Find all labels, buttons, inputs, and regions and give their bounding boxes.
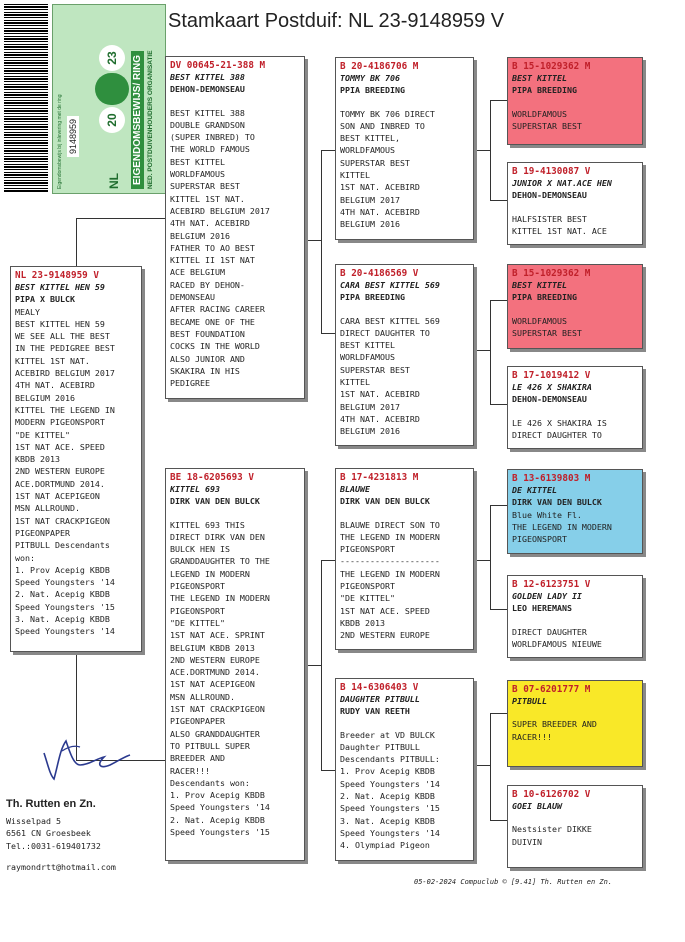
pigeon-note-line: BREEDER AND: [170, 753, 225, 764]
pigeon-note-line: 1ST NAT ACE. SPRINT: [170, 630, 265, 641]
certificate-ring-number: 9148959: [67, 116, 79, 157]
pigeon-name: PITBULL: [512, 696, 547, 706]
pigeon-notes: [512, 108, 638, 133]
certificate-year-left: 20: [99, 107, 125, 133]
ring-certificate: [52, 4, 166, 194]
pigeon-note-line: RACED BY DEHON-: [170, 279, 245, 290]
npo-logo-icon: [95, 73, 129, 105]
pigeon-note-line: PITBULL Descendants: [15, 540, 110, 551]
pigeon-note-line: Speed Youngsters '14: [340, 827, 440, 838]
pigeon-note-line: BELGIUM 2016: [340, 426, 400, 437]
pigeon-card-subject: [10, 266, 142, 652]
pigeon-note-line: 2ND WESTERN EUROPE: [340, 630, 430, 641]
pigeon-note-line: 2. Nat. Acepig KBDB: [340, 791, 435, 802]
pigeon-ring: BE 18-6205693 V: [170, 472, 254, 483]
pigeon-note-line: SUPERSTAR BEST: [340, 364, 410, 375]
connector: [321, 150, 335, 151]
pigeon-note-line: MSN ALLROUND.: [170, 691, 235, 702]
pigeon-note-line: THE LEGEND IN MODERN: [340, 568, 440, 579]
pigeon-card-gen3: [507, 264, 643, 349]
pigeon-note-line: KITTEL THE LEGEND IN: [15, 404, 115, 415]
pigeon-owner: PIPA BREEDING: [512, 292, 577, 303]
pigeon-ring: B 17-4231813 M: [340, 472, 419, 483]
pigeon-note-line: KBDB 2013: [340, 617, 385, 628]
pigeon-name: DE KITTEL: [512, 485, 557, 495]
pigeon-card-gen2: [335, 468, 474, 650]
pigeon-notes: [512, 823, 638, 848]
pigeon-note-line: MEALY: [15, 306, 40, 317]
pigeon-note-line: PIGEONSPORT: [512, 534, 567, 545]
pigeon-note-line: DEMONSEAU: [170, 292, 215, 303]
pigeon-notes: [512, 509, 638, 546]
pigeon-card-gen3: [507, 366, 643, 449]
pigeon-note-line: 1ST NAT. ACEBIRD: [340, 389, 420, 400]
pigeon-name: BEST KITTEL: [512, 73, 567, 83]
pigeon-note-line: ACE.DORTMUND 2014.: [15, 478, 105, 489]
pigeon-note-line: 1ST NAT ACE. SPEED: [340, 605, 430, 616]
pigeon-note-line: Speed Youngsters '14: [15, 577, 115, 588]
page-title: Stamkaart Postduif: NL 23-9148959 V: [168, 10, 505, 32]
connector: [490, 609, 507, 610]
pigeon-ring: B 12-6123751 V: [512, 579, 591, 590]
pigeon-ring: NL 23-9148959 V: [15, 270, 99, 281]
pigeon-note-line: KBDB 2013: [15, 454, 60, 465]
pigeon-note-line: "DE KITTEL": [170, 617, 225, 628]
pigeon-note-line: BULCK HEN IS: [170, 544, 230, 555]
pigeon-note-line: ACEBIRD BELGIUM 2017: [15, 368, 115, 379]
pigeon-owner: RUDY VAN REETH: [340, 706, 410, 717]
pigeon-ring: B 15-1029362 M: [512, 61, 591, 72]
pigeon-note-line: BECAME ONE OF THE: [170, 316, 255, 327]
connector: [305, 665, 321, 666]
breeder-address: [6, 798, 101, 852]
connector: [490, 100, 491, 200]
pigeon-name: GOEI BLAUW: [512, 801, 562, 811]
pigeon-note-line: WORLDFAMOUS NIEUWE: [512, 638, 602, 649]
pigeon-note-line: THE LEGEND IN MODERN: [340, 531, 440, 542]
pigeon-note-line: KITTEL 1ST NAT.: [15, 355, 90, 366]
connector: [490, 820, 507, 821]
certificate-country: NL: [107, 173, 121, 189]
pigeon-note-line: KITTEL II 1ST NAT: [170, 255, 255, 266]
pigeon-note-line: THE LEGEND IN MODERN: [512, 521, 612, 532]
pigeon-note-line: DUIVIN: [512, 836, 542, 847]
pigeon-note-line: HALFSISTER BEST: [512, 213, 587, 224]
connector: [474, 150, 490, 151]
connector: [490, 200, 507, 201]
pigeon-notes: [15, 306, 137, 638]
connector: [321, 560, 335, 561]
connector: [76, 218, 165, 219]
pigeon-note-line: 4. Olympiad Pigeon: [340, 840, 430, 851]
pigeon-card-gen3: [507, 575, 643, 658]
pigeon-note-line: BEST KITTEL: [340, 340, 395, 351]
pigeon-note-line: BELGIUM KBDB 2013: [170, 642, 255, 653]
pigeon-note-line: BELGIUM 2017: [340, 401, 400, 412]
pigeon-note-line: ACEBIRD BELGIUM 2017: [170, 205, 270, 216]
pigeon-note-line: DOUBLE GRANDSON: [170, 119, 245, 130]
connector: [321, 333, 335, 334]
pigeon-note-line: ALSO JUNIOR AND: [170, 353, 245, 364]
pigeon-note-line: (SUPER INBRED) TO: [170, 132, 255, 143]
pigeon-note-line: BLAUWE DIRECT SON TO: [340, 519, 440, 530]
connector: [490, 404, 507, 405]
pigeon-notes: [512, 315, 638, 340]
pigeon-ring: B 17-1019412 V: [512, 370, 591, 381]
pigeon-note-line: BEST FOUNDATION: [170, 328, 245, 339]
pigeon-note-line: Breeder at VD BULCK: [340, 729, 435, 740]
pigeon-note-line: LE 426 X SHAKIRA IS: [512, 417, 607, 428]
pigeon-card-gen2: [335, 264, 474, 446]
connector: [490, 505, 491, 609]
connector: [474, 350, 490, 351]
pigeon-name: BLAUWE: [340, 484, 370, 494]
certificate-heading: EIGENDOMSBEWIJS/ RING: [131, 51, 144, 189]
pigeon-note-line: 4TH NAT. ACEBIRD: [340, 206, 420, 217]
pigeon-name: DAUGHTER PITBULL: [340, 694, 420, 704]
pigeon-note-line: LEGEND IN MODERN: [170, 568, 250, 579]
pigeon-note-line: PIGEONPAPER: [15, 527, 70, 538]
pigeon-note-line: WE SEE ALL THE BEST: [15, 331, 110, 342]
pigeon-note-line: Speed Youngsters '14: [340, 778, 440, 789]
pigeon-notes: [512, 417, 638, 442]
pigeon-owner: PPIA BREEDING: [340, 85, 405, 96]
pigeon-owner: DIRK VAN DEN BULCK: [340, 496, 430, 507]
pigeon-ring: B 07-6201777 M: [512, 684, 591, 695]
pigeon-notes: [170, 519, 300, 839]
pigeon-card-gen3: [507, 162, 643, 245]
connector: [474, 765, 490, 766]
pigeon-owner: DIRK VAN DEN BULCK: [170, 496, 260, 507]
pigeon-ring: B 13-6139803 M: [512, 473, 591, 484]
pigeon-notes: [340, 519, 469, 642]
pigeon-name: BEST KITTEL: [512, 280, 567, 290]
pigeon-note-line: SUPERSTAR BEST: [512, 120, 582, 131]
pigeon-ring: B 14-6306403 V: [340, 682, 419, 693]
connector: [305, 240, 321, 241]
pigeon-note-line: WORLDFAMOUS: [340, 352, 395, 363]
pigeon-notes: [340, 729, 469, 852]
certificate-small-text: Eigendomsbewijs bij inlevering met de ring: [57, 94, 63, 189]
pigeon-note-line: --------------------: [340, 556, 440, 567]
pigeon-note-line: Blue White Fl.: [512, 509, 582, 520]
pigeon-note-line: 2. Nat. Acepig KBDB: [170, 814, 265, 825]
pigeon-notes: [512, 213, 638, 238]
pigeon-ring: B 15-1029362 M: [512, 268, 591, 279]
pigeon-note-line: "DE KITTEL": [340, 593, 395, 604]
pigeon-note-line: 4TH NAT. ACEBIRD: [340, 413, 420, 424]
pigeon-note-line: 2. Nat. Acepig KBDB: [15, 589, 110, 600]
pigeon-note-line: 2ND WESTERN EUROPE: [15, 466, 105, 477]
pigeon-card-gen3: [507, 785, 643, 868]
breeder-name: Th. Rutten en Zn.: [6, 798, 96, 810]
pigeon-note-line: RACER!!!: [512, 731, 552, 742]
pigeon-note-line: WORLDFAMOUS: [170, 169, 225, 180]
pigeon-notes: [170, 107, 300, 390]
pigeon-owner: PIPA BREEDING: [340, 292, 405, 303]
pigeon-note-line: DIRECT DAUGHTER TO: [512, 429, 602, 440]
pigeon-note-line: SUPERSTAR BEST: [340, 157, 410, 168]
pigeon-note-line: 3. Nat. Acepig KBDB: [340, 815, 435, 826]
pigeon-card-gen2: [335, 57, 474, 240]
pigeon-note-line: KITTEL: [340, 377, 370, 388]
pigeon-notes: [512, 718, 638, 743]
pigeon-note-line: DIRECT DAUGHTER: [512, 626, 587, 637]
certificate-year-right: 23: [99, 45, 125, 71]
pigeon-name: KITTEL 693: [170, 484, 220, 494]
connector: [490, 713, 491, 820]
print-footnote: 05-02-2024 Compuclub © [9.41] Th. Rutten en Zn.: [414, 878, 613, 886]
pigeon-note-line: THE LEGEND IN MODERN: [170, 593, 270, 604]
pigeon-note-line: PIGEONPAPER: [170, 716, 225, 727]
certificate-organisation: NED. POSTDUIVENHOUDERS ORGANISATIE: [147, 50, 154, 189]
pigeon-note-line: Speed Youngsters '14: [170, 802, 270, 813]
pigeon-note-line: Nestsister DIKKE: [512, 824, 592, 835]
connector: [321, 560, 322, 770]
pigeon-owner: LEO HEREMANS: [512, 603, 572, 614]
pigeon-note-line: won:: [15, 552, 35, 563]
pigeon-note-line: 4TH NAT. ACEBIRD: [170, 218, 250, 229]
pigeon-note-line: Speed Youngsters '15: [340, 803, 440, 814]
pigeon-note-line: PIGEONSPORT: [340, 544, 395, 555]
pigeon-note-line: ACE.DORTMUND 2014.: [170, 667, 260, 678]
pigeon-note-line: TOMMY BK 706 DIRECT: [340, 108, 435, 119]
pigeon-note-line: 2ND WESTERN EUROPE: [170, 654, 260, 665]
breeder-phone: Tel.:0031-619401732: [6, 840, 101, 851]
pigeon-name: JUNIOR X NAT.ACE HEN: [512, 178, 612, 188]
barcode: [4, 4, 48, 192]
pigeon-name: BEST KITTEL 388: [170, 72, 245, 82]
pigeon-note-line: DIRECT DIRK VAN DEN: [170, 531, 265, 542]
pigeon-note-line: TO PITBULL SUPER: [170, 740, 250, 751]
pigeon-note-line: Descendants PITBULL:: [340, 754, 440, 765]
pigeon-note-line: 1. Prov Acepig KBDB: [170, 790, 265, 801]
pigeon-owner: DEHON-DEMONSEAU: [512, 190, 587, 201]
pigeon-note-line: THE WORLD FAMOUS: [170, 144, 250, 155]
pigeon-name: TOMMY BK 706: [340, 73, 400, 83]
pigeon-note-line: Daughter PITBULL: [340, 741, 420, 752]
pigeon-note-line: IN THE PEDIGREE BEST: [15, 343, 115, 354]
pigeon-note-line: 4TH NAT. ACEBIRD: [15, 380, 95, 391]
pigeon-note-line: GRANDDAUGHTER TO THE: [170, 556, 270, 567]
pigeon-note-line: PIGEONSPORT: [170, 605, 225, 616]
pigeon-note-line: 1. Prov Acepig KBDB: [15, 564, 110, 575]
pigeon-note-line: PIGEONSPORT: [340, 581, 395, 592]
pigeon-note-line: BEST KITTEL 388: [170, 107, 245, 118]
pigeon-notes: [512, 626, 638, 651]
pigeon-note-line: 1ST NAT CRACKPIGEON: [170, 704, 265, 715]
pigeon-note-line: SUPER BREEDER AND: [512, 719, 597, 730]
pigeon-ring: DV 00645-21-388 M: [170, 60, 266, 71]
connector: [490, 713, 507, 714]
breeder-city: 6561 CN Groesbeek: [6, 828, 91, 838]
pigeon-owner: DEHON-DEMONSEAU: [170, 84, 245, 95]
pigeon-note-line: BELGIUM 2016: [340, 219, 400, 230]
pigeon-note-line: MODERN PIGEONSPORT: [15, 417, 105, 428]
pigeon-note-line: BELGIUM 2017: [340, 194, 400, 205]
pigeon-note-line: WORLDFAMOUS: [340, 145, 395, 156]
pigeon-note-line: BEST KITTEL: [170, 156, 225, 167]
pigeon-note-line: SKAKIRA IN HIS: [170, 365, 240, 376]
pigeon-note-line: FATHER TO AO BEST: [170, 242, 255, 253]
connector: [490, 300, 507, 301]
pigeon-note-line: Speed Youngsters '15: [15, 601, 115, 612]
pigeon-note-line: 1ST NAT CRACKPIGEON: [15, 515, 110, 526]
pigeon-note-line: KITTEL: [340, 170, 370, 181]
pigeon-name: BEST KITTEL HEN 59: [15, 282, 105, 292]
pigeon-note-line: Speed Youngsters '15: [170, 827, 270, 838]
pigeon-card-gen3: [507, 680, 643, 767]
connector: [474, 560, 490, 561]
pigeon-ring: B 19-4130087 V: [512, 166, 591, 177]
pigeon-note-line: KITTEL 1ST NAT.: [170, 193, 245, 204]
pigeon-note-line: KITTEL 693 THIS: [170, 519, 245, 530]
pigeon-note-line: 1ST NAT ACEPIGEON: [15, 491, 100, 502]
pigeon-name: GOLDEN LADY II: [512, 591, 582, 601]
signature-icon: [40, 735, 135, 785]
pigeon-note-line: Descendants won:: [170, 777, 250, 788]
pigeon-card-dam: [165, 468, 305, 861]
pigeon-ring: B 20-4186706 M: [340, 61, 419, 72]
pigeon-card-gen3: [507, 57, 643, 145]
pigeon-note-line: BEST KITTEL HEN 59: [15, 318, 105, 329]
pigeon-note-line: PEDIGREE: [170, 378, 210, 389]
pigeon-note-line: DIRECT DAUGHTER TO: [340, 327, 430, 338]
pigeon-note-line: 3. Nat. Acepig KBDB: [15, 614, 110, 625]
pigeon-note-line: WORLDFAMOUS: [512, 108, 567, 119]
pigeon-note-line: SON AND INBRED TO: [340, 120, 425, 131]
pigeon-note-line: BEST KITTEL,: [340, 133, 400, 144]
pigeon-note-line: SUPERSTAR BEST: [512, 327, 582, 338]
connector: [490, 100, 507, 101]
pigeon-note-line: BELGIUM 2016: [170, 230, 230, 241]
pigeon-note-line: BELGIUM 2016: [15, 392, 75, 403]
connector: [321, 150, 322, 333]
pigeon-note-line: COCKS IN THE WORLD: [170, 341, 260, 352]
connector: [490, 505, 507, 506]
pigeon-note-line: SUPERSTAR BEST: [170, 181, 240, 192]
pigeon-note-line: 1ST NAT. ACEBIRD: [340, 182, 420, 193]
breeder-street: Wisselpad 5: [6, 815, 61, 826]
pigeon-note-line: WORLDFAMOUS: [512, 315, 567, 326]
connector: [76, 218, 77, 266]
pigeon-note-line: ACE BELGIUM: [170, 267, 225, 278]
breeder-email: raymondrtt@hotmail.com: [6, 862, 116, 872]
pigeon-note-line: 1ST NAT ACEPIGEON: [170, 679, 255, 690]
pigeon-card-gen2: [335, 678, 474, 861]
pigeon-note-line: KITTEL 1ST NAT. ACE: [512, 225, 607, 236]
pigeon-note-line: ALSO GRANDDAUGHTER: [170, 728, 260, 739]
connector: [321, 770, 335, 771]
pigeon-owner: PIPA X BULCK: [15, 294, 75, 305]
pigeon-note-line: "DE KITTEL": [15, 429, 70, 440]
pigeon-notes: [340, 108, 469, 231]
pigeon-card-sire: [165, 56, 305, 399]
pigeon-card-gen3: [507, 469, 643, 554]
pigeon-note-line: RACER!!!: [170, 765, 210, 776]
pigeon-ring: B 10-6126702 V: [512, 789, 591, 800]
pigeon-note-line: Speed Youngsters '14: [15, 626, 115, 637]
pigeon-owner: DEHON-DEMONSEAU: [512, 394, 587, 405]
pigeon-note-line: 1ST NAT ACE. SPEED: [15, 441, 105, 452]
pigeon-notes: [340, 315, 469, 438]
pigeon-note-line: AFTER RACING CAREER: [170, 304, 265, 315]
pigeon-name: CARA BEST KITTEL 569: [340, 280, 440, 290]
pigeon-note-line: MSN ALLROUND.: [15, 503, 80, 514]
pigeon-note-line: CARA BEST KITTEL 569: [340, 315, 440, 326]
pigeon-note-line: PIGEONSPORT: [170, 581, 225, 592]
pigeon-name: LE 426 X SHAKIRA: [512, 382, 592, 392]
pigeon-owner: PIPA BREEDING: [512, 85, 577, 96]
connector: [490, 300, 491, 404]
pigeon-owner: DIRK VAN DEN BULCK: [512, 497, 602, 508]
pigeon-note-line: 1. Prov Acepig KBDB: [340, 766, 435, 777]
pigeon-ring: B 20-4186569 V: [340, 268, 419, 279]
